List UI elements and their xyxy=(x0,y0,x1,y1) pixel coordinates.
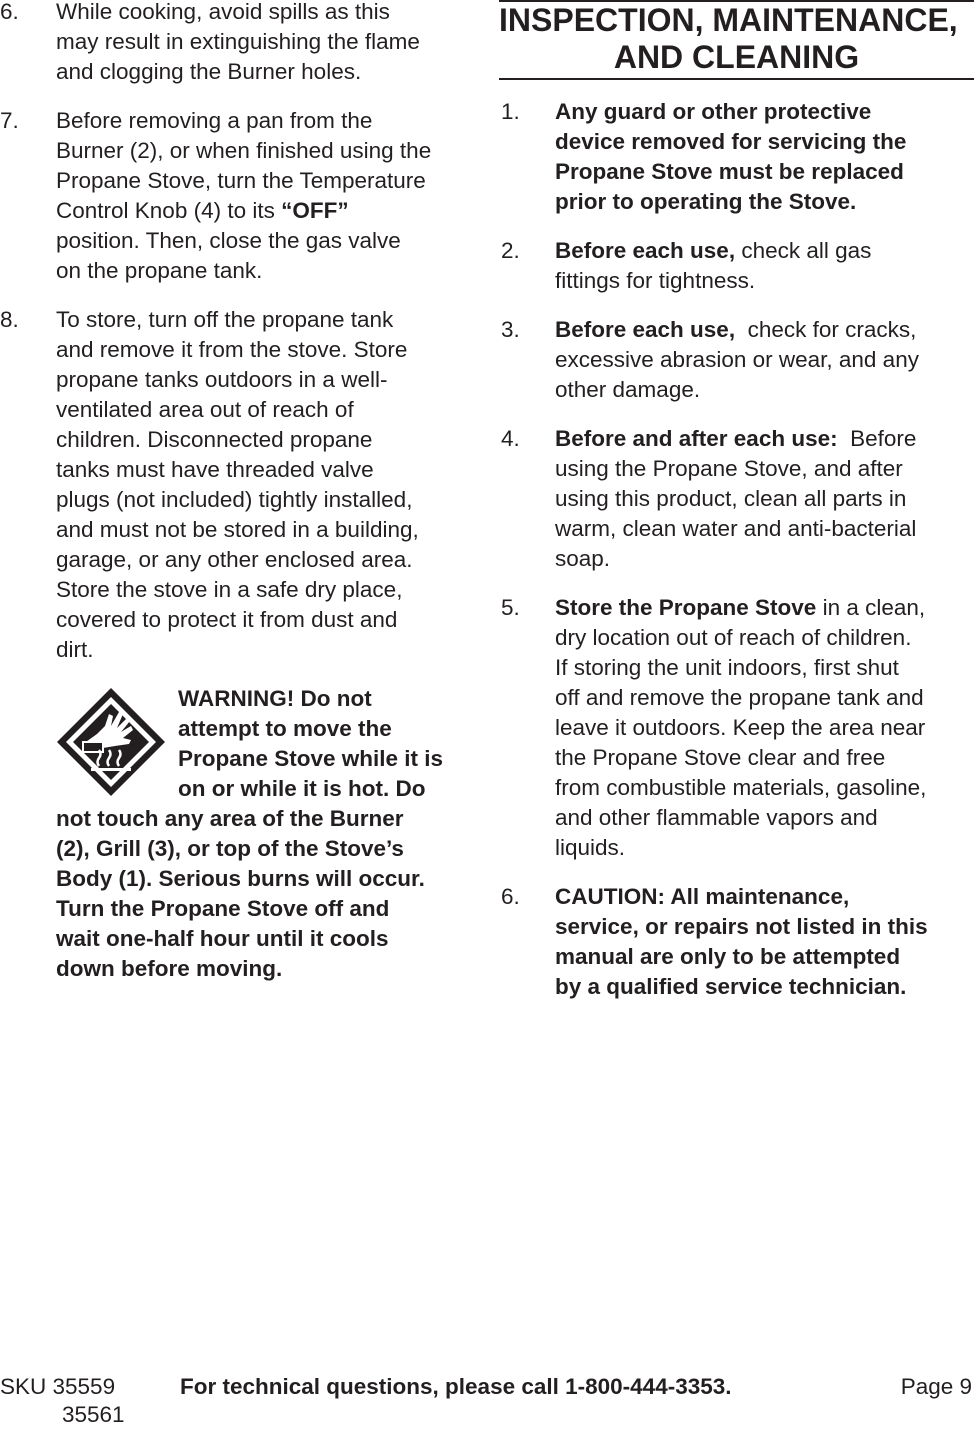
item-line: and must not be stored in a building, xyxy=(56,517,419,542)
item-line: leave it outdoors. Keep the area near xyxy=(555,715,926,740)
list-item xyxy=(499,315,974,405)
item-line: tanks must have threaded valve xyxy=(56,457,374,482)
item-number: 5. xyxy=(501,595,520,620)
item-line: dirt. xyxy=(56,637,94,662)
item-line xyxy=(555,424,974,454)
list-item xyxy=(499,236,974,296)
item-line: by a qualified service technician. xyxy=(555,974,907,999)
item-line: position. Then, close the gas valve xyxy=(56,228,401,253)
item-line-text: Before xyxy=(837,426,917,451)
item-line-text: check all gas xyxy=(735,238,872,263)
warning-line: wait one-half hour until it cools xyxy=(56,926,389,951)
item-line: warm, clean water and anti-bacterial xyxy=(555,516,917,541)
tech-support-contact: For technical questions, please call 1-800-444-3353. xyxy=(180,1374,732,1399)
warning-line: Turn the Propane Stove off and xyxy=(56,896,390,921)
list-item xyxy=(0,0,474,87)
item-line: excessive abrasion or wear, and any xyxy=(555,347,919,372)
warning-line: not touch any area of the Burner xyxy=(56,806,404,831)
item-line-text: Control Knob (4) to its xyxy=(56,198,282,223)
item-line: manual are only to be attempted xyxy=(555,944,901,969)
item-lead: Store the Propane Stove xyxy=(555,595,817,620)
item-line: fittings for tightness. xyxy=(555,268,756,293)
item-lead: Before and after each use: xyxy=(555,426,838,451)
item-number: 6. xyxy=(501,884,520,909)
item-line: plugs (not included) tightly installed, xyxy=(56,487,413,512)
list-item xyxy=(499,97,974,217)
item-line: using the Propane Stove, and after xyxy=(555,456,903,481)
item-line: Store the stove in a safe dry place, xyxy=(56,577,403,602)
heading-line: AND CLEANING xyxy=(613,39,860,75)
heading-line: INSPECTION, MAINTENANCE, xyxy=(499,2,958,38)
item-line-text: in a clean, xyxy=(816,595,926,620)
item-line: covered to protect it from dust and xyxy=(56,607,398,632)
item-line xyxy=(555,315,974,345)
item-number: 7. xyxy=(0,108,19,133)
item-line: prior to operating the Stove. xyxy=(555,189,857,214)
warning-line: on or while it is hot. Do xyxy=(178,776,426,801)
list-item xyxy=(499,424,974,574)
item-number: 3. xyxy=(501,317,520,342)
item-line: While cooking, avoid spills as this xyxy=(56,0,390,24)
warning-line: down before moving. xyxy=(56,956,283,981)
item-line: on the propane tank. xyxy=(56,258,263,283)
item-line: liquids. xyxy=(555,835,626,860)
item-number: 2. xyxy=(501,238,520,263)
item-line: service, or repairs not listed in this xyxy=(555,914,928,939)
warning-line: (2), Grill (3), or top of the Stove’s xyxy=(56,836,404,861)
item-line: Before removing a pan from the xyxy=(56,108,373,133)
item-line: dry location out of reach of children. xyxy=(555,625,912,650)
item-line: and remove it from the stove. Store xyxy=(56,337,408,362)
item-lead: Before each use, xyxy=(555,317,736,342)
page-number: Page 9 xyxy=(900,1374,972,1399)
sku-line: SKU 35559 xyxy=(0,1374,116,1399)
item-line: off and remove the propane tank and xyxy=(555,685,924,710)
item-line: soap. xyxy=(555,546,611,571)
right-column xyxy=(499,0,974,1021)
item-line: and other flammable vapors and xyxy=(555,805,878,830)
sku-line: 35561 xyxy=(62,1402,125,1427)
section-heading xyxy=(499,0,974,80)
item-line: device removed for servicing the xyxy=(555,129,907,154)
list-item xyxy=(0,106,474,286)
item-line: To store, turn off the propane tank xyxy=(56,307,394,332)
item-line: from combustible materials, gasoline, xyxy=(555,775,927,800)
warning-line: attempt to move the xyxy=(178,716,392,741)
item-line: CAUTION: All maintenance, xyxy=(555,884,850,909)
list-item xyxy=(0,305,474,665)
warning-line: WARNING! Do not xyxy=(178,686,372,711)
item-line: garage, or any other enclosed area. xyxy=(56,547,413,572)
item-line-text: check for cracks, xyxy=(735,317,917,342)
item-line: Burner (2), or when finished using the xyxy=(56,138,432,163)
item-number: 8. xyxy=(0,307,19,332)
off-position-label: “OFF” xyxy=(281,198,349,223)
sku-numbers xyxy=(0,1373,125,1429)
item-line: ventilated area out of reach of xyxy=(56,397,354,422)
item-line: the Propane Stove clear and free xyxy=(555,745,886,770)
item-line: using this product, clean all parts in xyxy=(555,486,907,511)
item-line: propane tanks outdoors in a well- xyxy=(56,367,388,392)
list-item xyxy=(499,882,974,1002)
item-number: 6. xyxy=(0,0,19,24)
burn-warning xyxy=(0,684,474,984)
item-line: and clogging the Burner holes. xyxy=(56,59,362,84)
item-line: other damage. xyxy=(555,377,701,402)
item-number: 1. xyxy=(501,99,520,124)
item-line: Propane Stove must be replaced xyxy=(555,159,904,184)
item-line xyxy=(555,236,974,266)
item-line xyxy=(555,593,974,623)
item-line: may result in extinguishing the flame xyxy=(56,29,420,54)
item-line: Propane Stove, turn the Temperature xyxy=(56,168,426,193)
left-column xyxy=(0,0,474,984)
warning-line: Body (1). Serious burns will occur. xyxy=(56,866,425,891)
item-lead: Before each use, xyxy=(555,238,736,263)
item-number: 4. xyxy=(501,426,520,451)
item-line xyxy=(56,196,474,226)
page-footer xyxy=(0,1373,974,1426)
list-item xyxy=(499,593,974,863)
item-line: If storing the unit indoors, first shut xyxy=(555,655,899,680)
hot-surface-burn-warning-icon xyxy=(53,684,169,800)
item-line: children. Disconnected propane xyxy=(56,427,373,452)
warning-line: Propane Stove while it is xyxy=(178,746,444,771)
item-line: Any guard or other protective xyxy=(555,99,872,124)
